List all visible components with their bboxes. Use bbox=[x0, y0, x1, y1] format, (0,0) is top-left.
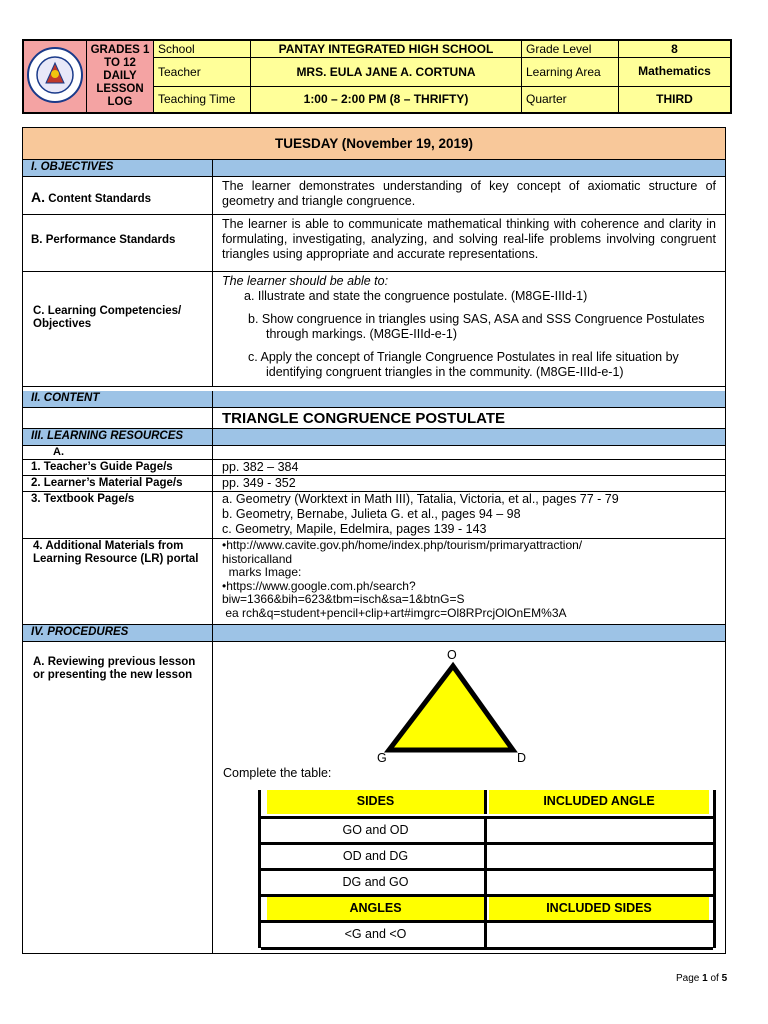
table-header-row bbox=[261, 790, 713, 814]
seal-cell bbox=[23, 40, 87, 113]
textbook-item: b. Geometry, Bernabe, Julieta G. et al., pages 94 – 98 bbox=[222, 507, 521, 521]
quarter-value: THIRD bbox=[619, 86, 732, 113]
page-footer bbox=[676, 973, 727, 984]
content-standards-text: The learner demonstrates understanding of key concept of axiomatic structure of geometry and triangle congruence. bbox=[222, 179, 716, 208]
competencies-label: C. Learning Competencies/ Objectives bbox=[23, 272, 213, 386]
deped-seal-icon bbox=[24, 41, 86, 109]
textbook-item: c. Geometry, Mapile, Edelmira, pages 139 - 143 bbox=[222, 522, 487, 536]
resources-heading: III. LEARNING RESOURCES bbox=[23, 429, 213, 445]
vertex-g-label: G bbox=[377, 751, 387, 765]
link-line: marks Image: bbox=[222, 565, 302, 579]
performance-standards-label: B. Performance Standards bbox=[23, 215, 213, 271]
performance-standards-text: The learner is able to communicate mathematical thinking with coherence and clarity in formulating, investigating, analyzing, and solving real-life problems involving congruent triangles using appropriate and accurate representations. bbox=[222, 217, 716, 261]
answer-cell[interactable] bbox=[489, 845, 709, 869]
vertex-d-label: D bbox=[517, 751, 527, 765]
quarter-label: Quarter bbox=[522, 86, 619, 113]
grade-value: 8 bbox=[619, 40, 732, 57]
table-row bbox=[261, 842, 713, 869]
complete-table bbox=[258, 790, 716, 948]
textbook-item: a. Geometry (Worktext in Math III), Tatalia, Victoria, et al., pages 77 - 79 bbox=[222, 492, 619, 506]
header-included-angle: INCLUDED ANGLE bbox=[489, 790, 709, 814]
additional-materials-row bbox=[23, 539, 725, 625]
additional-materials-label: 4. Additional Materials from Learning Resource (LR) portal bbox=[23, 539, 213, 624]
objectives-section bbox=[23, 160, 725, 177]
answer-cell[interactable] bbox=[489, 923, 709, 947]
header-included-sides: INCLUDED SIDES bbox=[489, 897, 709, 921]
page-word: Page bbox=[676, 973, 700, 984]
time-value: 1:00 – 2:00 PM (8 – THRIFTY) bbox=[251, 86, 522, 113]
table-header-row bbox=[261, 894, 713, 921]
header-angles: ANGLES bbox=[267, 897, 487, 921]
competency-item: a. Illustrate and state the congruence postulate. (M8GE-IIId-1) bbox=[244, 289, 588, 303]
objectives-heading: I. OBJECTIVES bbox=[23, 160, 213, 176]
textbook-row bbox=[23, 492, 725, 539]
header-sides: SIDES bbox=[267, 790, 487, 814]
area-label: Learning Area bbox=[522, 57, 619, 86]
teachers-guide-value: pp. 382 – 384 bbox=[222, 460, 299, 474]
answer-cell[interactable] bbox=[489, 819, 709, 843]
content-standards-row bbox=[23, 177, 725, 215]
resources-a-row bbox=[23, 446, 725, 460]
of-word: of bbox=[710, 973, 719, 984]
header-table bbox=[22, 39, 732, 114]
vertex-o-label: O bbox=[447, 648, 457, 662]
grade-label: Grade Level bbox=[522, 40, 619, 57]
textbook-label: 3. Textbook Page/s bbox=[23, 492, 213, 538]
triangle-diagram bbox=[377, 646, 533, 765]
procedures-section bbox=[23, 625, 725, 642]
learners-material-label: 2. Learner’s Material Page/s bbox=[23, 476, 213, 491]
competency-item: c. Apply the concept of Triangle Congruence Postulates in real life situation by identifying congruent triangles in the community. (M8GE-IIId-e-1) bbox=[248, 350, 679, 379]
area-value: Mathematics bbox=[619, 57, 732, 86]
teacher-label: Teacher bbox=[154, 57, 251, 86]
sides-cell: DG and GO bbox=[267, 871, 487, 895]
procedures-heading: IV. PROCEDURES bbox=[23, 625, 213, 641]
table-row bbox=[261, 868, 713, 895]
learners-material-value: pp. 349 - 352 bbox=[222, 476, 296, 490]
link-line[interactable]: historicalland bbox=[222, 551, 293, 566]
link-line[interactable]: •https://www.google.com.ph/search? bbox=[222, 578, 416, 593]
table-row bbox=[261, 816, 713, 843]
competencies-row bbox=[23, 272, 725, 387]
sides-cell: GO and OD bbox=[267, 819, 487, 843]
school-label: School bbox=[154, 40, 251, 57]
link-line[interactable]: ea rch&q=student+pencil+clip+art#imgrc=Ol8RPrcjOlOnEM%3A bbox=[222, 605, 567, 620]
teachers-guide-row bbox=[23, 460, 725, 476]
link-line[interactable]: •http://www.cavite.gov.ph/home/index.php/tourism/primaryattraction/ bbox=[222, 538, 583, 552]
page-number: 1 bbox=[702, 973, 708, 984]
school-value: PANTAY INTEGRATED HIGH SCHOOL bbox=[251, 40, 522, 57]
table-row bbox=[261, 920, 713, 950]
sides-cell: OD and DG bbox=[267, 845, 487, 869]
content-section bbox=[23, 391, 725, 408]
resources-section bbox=[23, 429, 725, 446]
link-line[interactable]: biw=1366&bih=623&tbm=isch&sa=1&btnG=S bbox=[222, 592, 465, 606]
competency-item: b. Show congruence in triangles using SAS, ASA and SSS Congruence Postulates through markings. (M8GE-IIId-e-1) bbox=[248, 312, 705, 341]
teacher-value: MRS. EULA JANE A. CORTUNA bbox=[251, 57, 522, 86]
content-row bbox=[23, 408, 725, 429]
triangle-god bbox=[389, 666, 513, 750]
learners-material-row bbox=[23, 476, 725, 492]
procedure-a-label: A. Reviewing previous lesson or presenting the new lesson bbox=[23, 642, 213, 953]
page-total: 5 bbox=[721, 973, 728, 984]
resources-a-label: A. bbox=[23, 446, 213, 459]
time-label: Teaching Time bbox=[154, 86, 251, 113]
content-title: TRIANGLE CONGRUENCE POSTULATE bbox=[222, 410, 506, 427]
content-standards-letter: A. bbox=[31, 189, 45, 205]
angles-cell: <G and <O bbox=[267, 923, 487, 947]
day-title: TUESDAY (November 19, 2019) bbox=[23, 128, 725, 160]
content-standards-label: Content Standards bbox=[48, 193, 152, 205]
log-title: GRADES 1 TO 12 DAILY LESSON LOG bbox=[87, 40, 154, 113]
teachers-guide-label: 1. Teacher’s Guide Page/s bbox=[23, 460, 213, 475]
answer-cell[interactable] bbox=[489, 871, 709, 895]
performance-standards-row bbox=[23, 215, 725, 272]
content-heading: II. CONTENT bbox=[23, 391, 213, 407]
competencies-intro: The learner should be able to: bbox=[222, 274, 389, 288]
table-instruction: Complete the table: bbox=[223, 766, 332, 780]
